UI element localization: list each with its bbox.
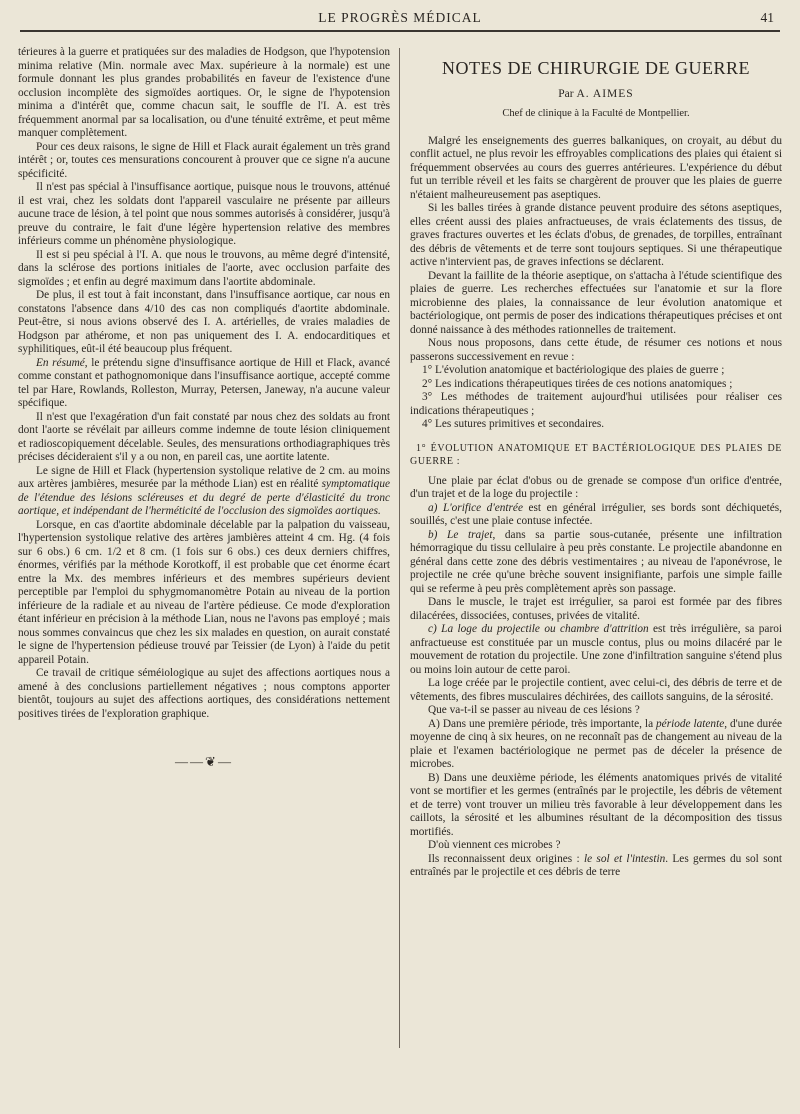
item-B: B) Dans une deuxième période, les éléments anatomiques privés de vitalité vont se mortifier et les germes (entraînés par le projectile, les débris de vêtement et de terre) vont trouver un milieu très favorable à leur développement dans les caillots, la sérosité et les albumines résultant de la décomposition des tissus mortifiés. [410,771,782,838]
paragraph: Une plaie par éclat d'obus ou de grenade se compose d'un orifice d'entrée, d'un trajet et de la loge du projectile : [410,474,782,500]
item-b-text: , dans sa partie sous-cutanée, présente une infiltration hémorragique du tissu cellulaire à peu près constante. Le projectile abandonne en général dans cette zone des débris vestimentaires ; au niveau de l'aponévrose, le projectile ne crée qu'une brèche souvent insignifiante, parfois une simple faille qui se referme à peu près complètement après son passage. [410,528,782,595]
page-header [20,8,780,32]
paragraph: Il est si peu spécial à l'I. A. que nous le trouvons, au même degré d'intensité, dans la sclérose des portions initiales de l'aorte, avec occlusion parfaite des sigmoïdes ; et enfin au degré maximum dans l'aortite abdominale. [18,248,390,288]
paragraph: La loge créée par le projectile contient, avec celui-ci, des débris de terre et de vêtements, des fibres musculaires déchirées, des caillots sanguins, de la sérosité. [410,677,782,703]
origins-end: . Les germes du sol sont entraînés par le projectile et ces débris de terre [410,852,782,878]
paragraph: Pour ces deux raisons, le signe de Hill et Flack aurait également un très grand intérêt ; or, toutes ces mensurations concourent à prouver que ce signe n'a aucune spécificité. [18,140,390,180]
paragraph: Il n'est pas spécial à l'insuffisance aortique, puisque nous le trouvons, atténué il est vrai, chez les soldats dont l'appareil vasculaire ne présente par ailleurs aucune trace de lésion, à tel point que nous sommes autorisés à considérer, jusqu'à preuve du contraire, le fait d'une légère hypertension relative des membres inférieurs comme un phénomène physiologique. [18,181,390,247]
author-line [410,88,782,102]
column-divider [399,48,400,1048]
paragraph: térieures à la guerre et pratiquées sur des maladies de Hodgson, que l'hypotension minima relative (Min. normale avec Max. supérieure à la normale) est une formule donnant les plus grandes probabilités en faveur de l'existence d'une occlusion incomplète des sigmoïdes aortiques. Or, le signe de l'hypotension minima a d'intérêt que, comme chacun sait, le souffle de l'I. A. est très fréquemment anormal par sa localisation, ou d'une ténuité extrême, et peut même manquer complètement. [18,46,390,139]
item-A [410,718,782,772]
item-b-label: b) Le trajet [428,528,493,541]
author-affiliation: Chef de clinique à la Faculté de Montpellier. [502,108,690,119]
article-title: NOTES DE CHIRURGIE DE GUERRE [442,58,750,78]
paragraph: Lorsque, en cas d'aortite abdominale décelable par la palpation du vaisseau, l'hypertension systolique relative des artères jambières atteint 4 cm. Hg. (4 fois sur 6 obs.) 6 cm. 1/2 et 8 cm. (1 fois sur 6 obs.) ces deux derniers chiffres, énormes, vérifiés par la méthode Korotkoff, il est probable que cet énorme écart entre la Mx. des membres inférieurs et des membres supérieurs devient perceptible par l'emploi du sphygmomanomètre Potain au niveau de la portion inférieure de la radiale et au niveau de l'artère pédieuse. Ce mode d'exploration étant inférieur en précision à la méthode Lian, nous ne l'avons pas employé ; mais nous sommes convaincus que chez les six malades en question, on aurait constaté le signe de l'hypertension pédieuse trouvé par Teissier (de Lyon) à l'aide du petit appareil Potain. [18,518,390,666]
item-c-text: est très irrégulière, sa paroi anfractueuse est constituée par un muscle contus, plus ou moins dilacéré par le mouvement de rotation du projectile. Une zone d'infiltration sanguine s'étend plus ou moins loin autour de cette paroi. [410,623,782,676]
fleuron-ornament: ——❦— [175,754,233,769]
paragraph: Ce travail de critique séméiologique au sujet des affections aortiques nous a amené à des conclusions partiellement négatives ; nous comptons apporter bientôt, toujours au sujet des affections aortiques, des considérations nettement positives tirées de l'exploration graphique. [18,667,390,720]
left-column [18,46,390,769]
conclusion-paragraph [18,357,390,411]
author-prefix: Par [558,87,577,100]
paragraph: Nous nous proposons, dans cette étude, de résumer ces notions et nous passerons successivement en revue : [410,337,782,363]
hill-flack-paragraph [18,465,390,519]
hill-flack-emphasis: symptomatique de l'étendue des lésions scléreuses et du degré de perte d'élasticité du tronc aortique, et indépendant de l'herméticité de l'occlusion des sigmoïdes aortiques. [18,478,390,517]
paragraph: Malgré les enseignements des guerres balkaniques, on croyait, au début du conflit actuel, ne plus revoir les effroyables complications des plaies qui étaient si fréquemment observées au cours des guerres antérieures. L'expérience du début fut un terrible réveil et les faits se chargèrent de prouver que les plaies de guerre n'étaient malheureusement pas aseptiques. [410,134,782,201]
item-c [410,623,782,677]
section-heading: 1° ÉVOLUTION ANATOMIQUE ET BACTÉRIOLOGIQUE DES PLAIES DE GUERRE : [410,442,782,467]
paragraph: Devant la faillite de la théorie aseptique, on s'attacha à l'étude scientifique des plaies de guerre. Les recherches effectuées sur l'anatomie et sur la flore microbienne des plaies, la connaissance de leur évolution anatomique et bactériologique, ont permis de poser des indications thérapeutiques précises et ont donné naissance à des méthodes rationnelles de traitement. [410,269,782,336]
item-a-label: a) L'orifice d'entrée [428,501,523,514]
paragraph: Si les balles tirées à grande distance peuvent produire des sétons aseptiques, elles créent aussi des plaies anfractueuses, de vrais éclatements des tissus, de graves fractures ouvertes et les éclats d'obus, de grenades, de torpilles, entraînant des débris de vêtements et de terre sont toujours septiques. Si une thérapeutique active n'intervient pas, de graves infections se déclarent. [410,202,782,268]
right-column [410,46,782,880]
paragraph: Il n'est que l'exagération d'un fait constaté par nous chez des soldats au front dont l'aorte se révélait par ailleurs comme indemne de toute lésion cliniquement et radioscopiquement décelable. Seules, des mensurations orthodiagraphiques très précises décideraient s'il y a ou non, en pareil cas, une aortite latente. [18,410,390,463]
item-A-start: A) Dans une première période, très importante, la [428,717,657,730]
item-a-text: est en général irrégulier, ses bords sont déchiquetés, souillés, c'est une plaie contuse infectée. [410,501,782,527]
conclusion-text: , le prétendu signe d'insuffisance aortique de Hill et Flack, avancé comme constant et pathognomonique dans l'insuffisance aortique, accepté comme tel par Hare, Rowlands, Rolleston, Murray, Petersen, Janeway, n'a aucune valeur spécifique. [18,356,390,409]
page-number: 41 [760,10,774,25]
conclusion-lead: En résumé [36,356,85,369]
origins-start: Ils reconnaissent deux origines : [428,852,584,865]
item-c-label: c) La loge du projectile ou chambre d'attrition [428,623,649,635]
origins-paragraph [410,853,782,880]
list-item: 4° Les sutures primitives et secondaires. [422,418,605,430]
list-item: 1° L'évolution anatomique et bactériologique des plaies de guerre ; [422,364,725,376]
paragraph: De plus, il est tout à fait inconstant, dans l'insuffisance aortique, car nous en constatons l'absence dans 4/10 des cas non compliqués d'aortite abdominale. Peut-être, si nous avions observé des I. A. artérielles, de vraies maladies de Hodgson par athérome, et non pas uniquement des I. A. endocarditiques et syphilitiques, eût-il été beaucoup plus fréquent. [18,289,390,355]
author-name: A. AIMES [576,87,634,100]
item-A-emphasis: période latente [656,717,725,730]
list-item: 3° Les méthodes de traitement aujourd'hui utilisées pour réaliser ces indications thérapeutiques ; [410,391,782,417]
hill-flack-start: Le signe de Hill et Flack (hypertension systolique relative de 2 cm. au moins aux artères jambières, mesurée par la méthode Lian) est en réalité [18,464,390,490]
paragraph: D'où viennent ces microbes ? [428,839,561,851]
paragraph: Que va-t-il se passer au niveau de ces lésions ? [428,704,640,716]
list-item: 2° Les indications thérapeutiques tirées de ces notions anatomiques ; [422,377,733,390]
header-rule [20,30,780,32]
item-a [410,502,782,529]
origins-emphasis: le sol et l'intestin [583,852,666,865]
item-A-end: , d'une durée moyenne de cinq à six heures, on ne reconnaît pas de changement au niveau de la plaie et l'examen bactériologique ne permet pas de déceler la présence de microbes. [410,717,783,770]
item-b [410,529,782,597]
paragraph: Dans le muscle, le trajet est irrégulier, sa paroi est formée par des fibres dilacérées, dissociées, contuses, privées de vitalité. [410,596,782,622]
running-title: LE PROGRÈS MÉDICAL [318,10,482,25]
